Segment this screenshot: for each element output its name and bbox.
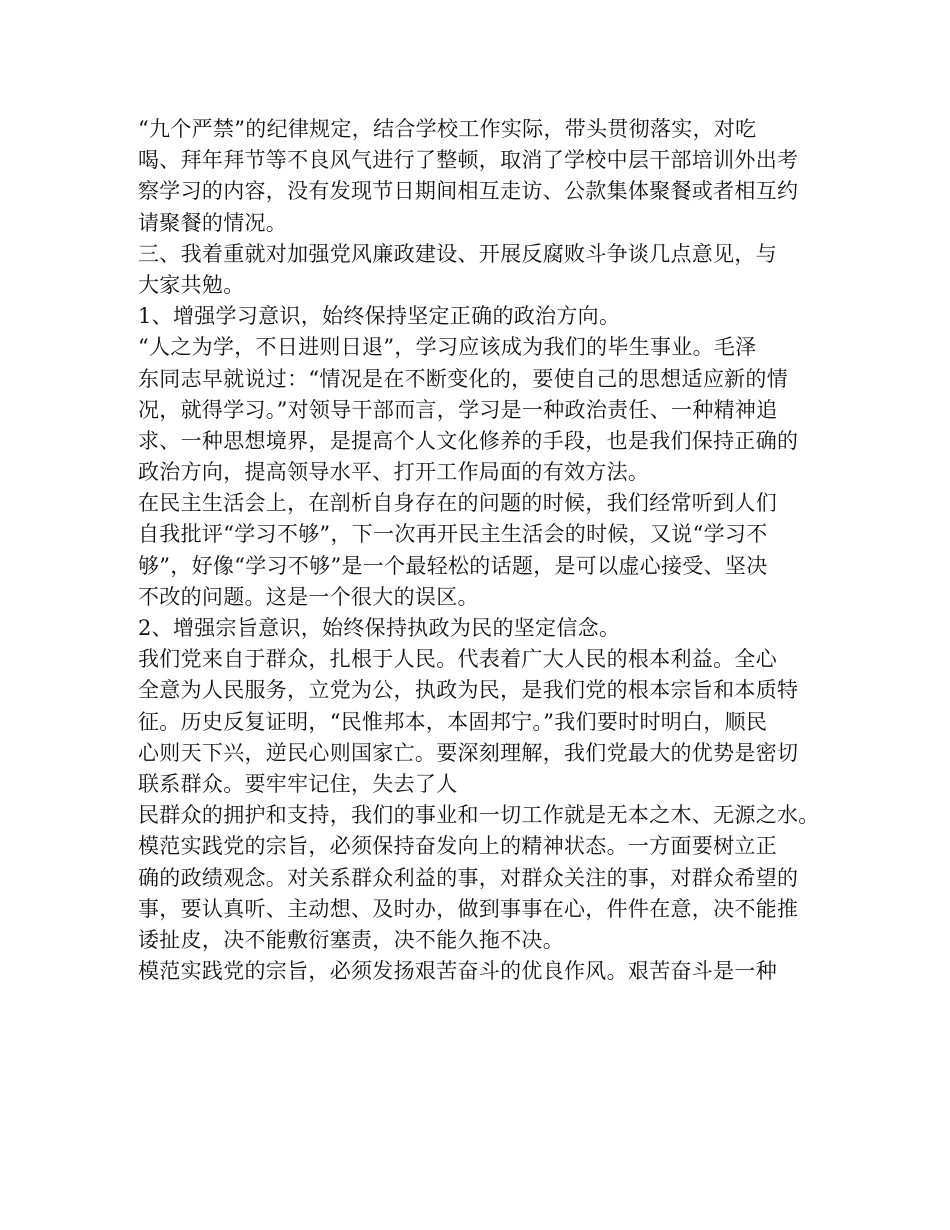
text-line: 在民主生活会上，在剖析自身存在的问题的时候，我们经常听到人们: [138, 491, 777, 516]
text-line: “人之为学，不日进则日退”，学习应该成为我们的毕生事业。毛泽: [138, 335, 757, 360]
text-line: 联系群众。要牢牢记住，失去了人: [138, 771, 458, 796]
text-line: 求、一种思想境界，是提高个人文化修养的手段，也是我们保持正确的: [138, 428, 799, 453]
text-line: 1、增强学习意识，始终保持坚定正确的政治方向。: [138, 304, 621, 329]
text-line: 全意为人民服务，立党为公，执政为民，是我们党的根本宗旨和本质特: [138, 678, 799, 703]
text-line: 够”，好像“学习不够”是一个最轻松的话题，是可以虚心接受、坚决: [138, 553, 768, 578]
text-line: 确的政绩观念。对关系群众利益的事，对群众关注的事，对群众希望的: [138, 865, 799, 890]
text-line: 喝、拜年拜节等不良风气进行了整顿，取消了学校中层干部培训外出考: [138, 148, 799, 173]
text-line: 察学习的内容，没有发现节日期间相互走访、公款集体聚餐或者相互约: [138, 179, 799, 204]
text-line: 政治方向，提高领导水平、打开工作局面的有效方法。: [138, 460, 650, 485]
text-line: 2、增强宗旨意识，始终保持执政为民的坚定信念。: [138, 616, 621, 640]
text-line: 模范实践党的宗旨，必须保持奋发向上的精神状态。一方面要树立正: [138, 834, 777, 859]
text-line: 东同志早就说过：“情况是在不断变化的，要使自己的思想适应新的情: [138, 366, 789, 391]
text-line: 民群众的拥护和支持，我们的事业和一切工作就是无本之木、无源之水。: [138, 803, 820, 828]
text-line: 况，就得学习。”对领导干部而言，学习是一种政治责任、一种精神追: [138, 397, 778, 422]
text-line: 我们党来自于群众，扎根于人民。代表着广大人民的根本利益。全心: [138, 647, 777, 672]
text-line: 诿扯皮，决不能敷衍塞责，决不能久拖不决。: [138, 927, 564, 952]
text-line: 模范实践党的宗旨，必须发扬艰苦奋斗的优良作风。艰苦奋斗是一种: [138, 959, 777, 984]
text-line: 心则天下兴，逆民心则国家亡。要深刻理解，我们党最大的优势是密切: [138, 740, 799, 765]
text-line: 事，要认真听、主动想、及时办，做到事事在心，件件在意，决不能推: [138, 896, 799, 921]
text-line: “九个严禁”的纪律规定，结合学校工作实际，带头贯彻落实，对吃: [138, 117, 757, 141]
text-line: 大家共勉。: [138, 272, 245, 297]
text-line: 不改的问题。这是一个很大的误区。: [138, 584, 479, 609]
text-line: 征。历史反复证明，“民惟邦本，本固邦宁。”我们要时时明白，顺民: [138, 709, 768, 734]
text-line: 三、我着重就对加强党风廉政建设、开展反腐败斗争谈几点意见，与: [138, 241, 777, 266]
text-line: 请聚餐的情况。: [138, 210, 288, 235]
document-body: [138, 114, 828, 987]
text-line: 自我批评“学习不够”，下一次再开民主生活会的时候，又说“学习不: [138, 522, 768, 547]
